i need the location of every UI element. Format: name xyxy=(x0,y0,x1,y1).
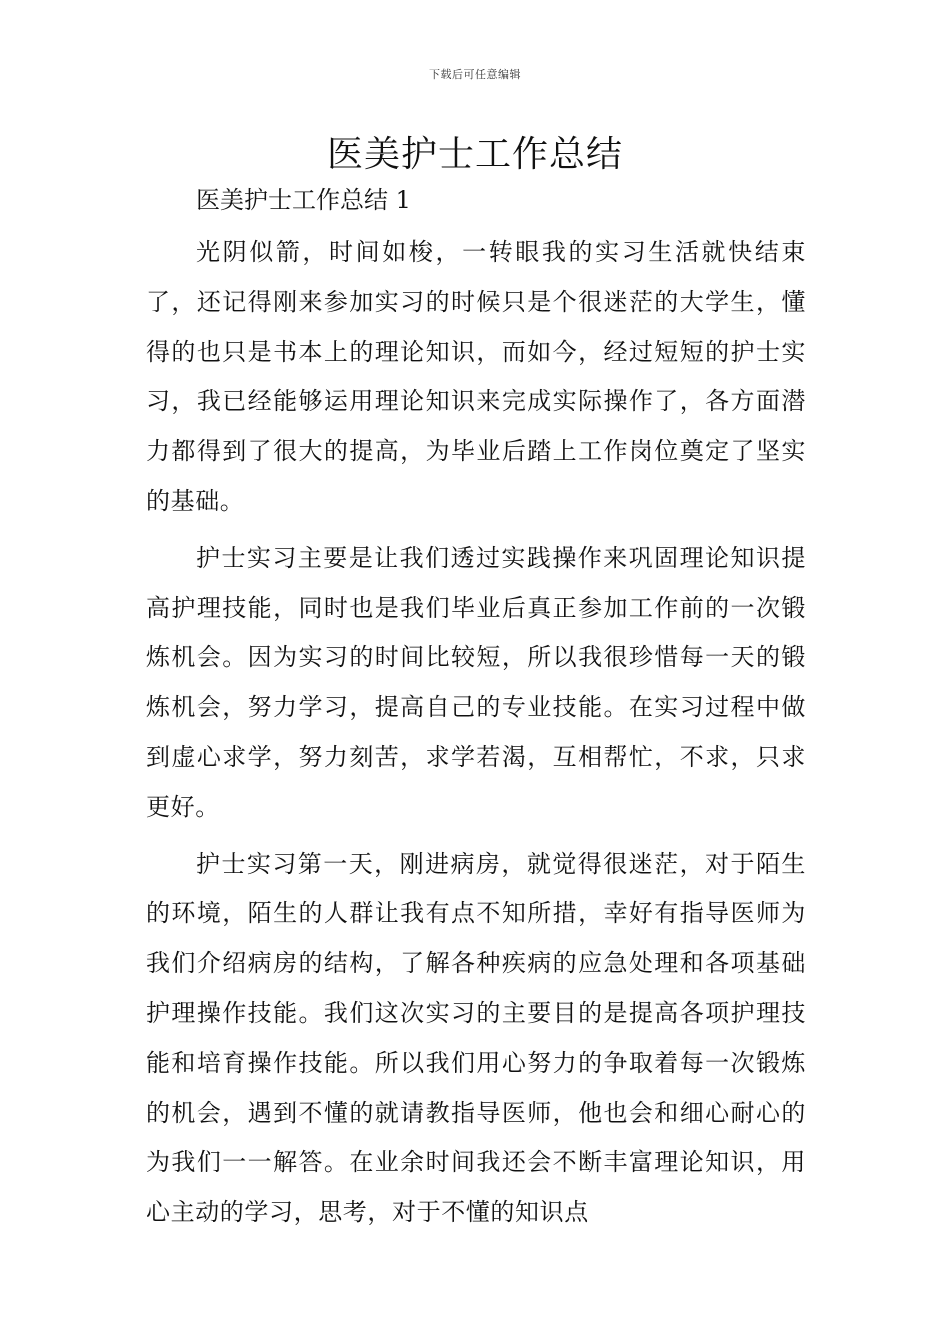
document-title: 医美护士工作总结 xyxy=(326,134,623,175)
section-subtitle: 医美护士工作总结 1 xyxy=(196,186,411,214)
header-note: 下载后可任意编辑 xyxy=(429,68,521,81)
paragraph-2: 护士实习主要是让我们透过实践操作来巩固理论知识提高护理技能，同时也是我们毕业后真正参加工作前的一次锻炼机会。因为实习的时间比较短，所以我很珍惜每一天的锻炼机会，努力学习，提高自己的专业技能。在实习过程中做到虚心求学，努力刻苦，求学若渴，互相帮忙，不求，只求更好。 xyxy=(146,543,806,821)
paragraph-1: 光阴似箭，时间如梭，一转眼我的实习生活就快结束了，还记得刚来参加实习的时候只是个很迷茫的大学生，懂得的也只是书本上的理论知识，而如今，经过短短的护士实习，我已经能够运用理论知识来完成实际操作了，各方面潜力都得到了很大的提高，为毕业后踏上工作岗位奠定了坚实的基础。 xyxy=(146,238,806,515)
body-text xyxy=(146,228,806,1245)
paragraph-3: 护士实习第一天，刚进病房，就觉得很迷茫，对于陌生的环境，陌生的人群让我有点不知所措，幸好有指导医师为我们介绍病房的结构，了解各种疾病的应急处理和各项基础护理操作技能。我们这次实习的主要目的是提高各项护理技能和培育操作技能。所以我们用心努力的争取着每一次锻炼的机会，遇到不懂的就请教指导医师，他也会和细心耐心的为我们一一解答。在业余时间我还会不断丰富理论知识，用心主动的学习，思考，对于不懂的知识点 xyxy=(146,849,806,1227)
